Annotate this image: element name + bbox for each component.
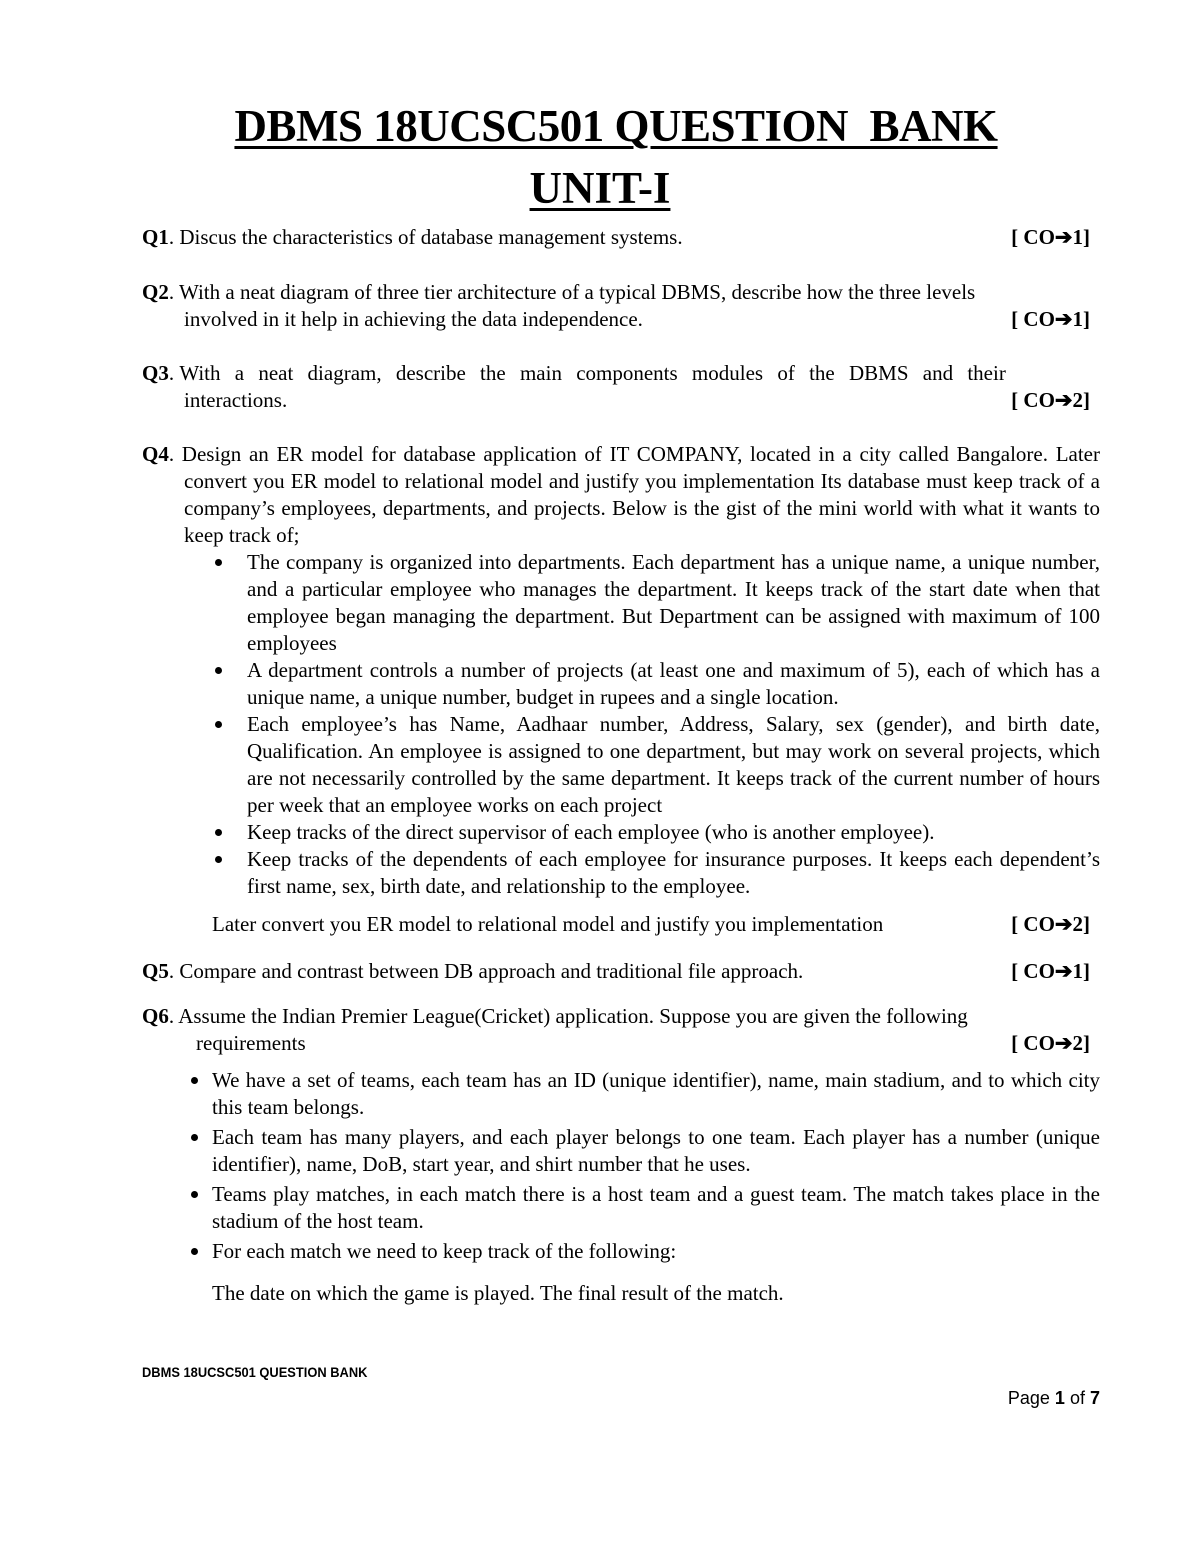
question-text: Discus the characteristics of database management systems. xyxy=(179,225,683,249)
course-outcome-tag: [ CO➔2] xyxy=(1011,1031,1090,1055)
bullet-icon xyxy=(215,667,222,674)
bullet-icon xyxy=(215,856,222,863)
list-item: For each match we need to keep track of the following: xyxy=(142,1238,1100,1265)
list-item: The company is organized into departments. Each department has a unique name, a unique number, and a particular employee who manages the department. It keeps track of the start date when that employee began managing the department. But Department can be assigned with maximum of 100 employees xyxy=(142,549,1100,657)
bullet-icon xyxy=(191,1077,198,1084)
bullet-icon xyxy=(191,1191,198,1198)
list-item: Keep tracks of the dependents of each employee for insurance purposes. It keeps each dependent’s first name, sex, birth date, and relationship to the employee. xyxy=(142,846,1100,900)
page-number: Page 1 of 7 xyxy=(1007,1388,1100,1408)
list-item: Teams play matches, in each match there is a host team and a guest team. The match takes place in the stadium of the host team. xyxy=(142,1181,1100,1235)
question-number: Q3 xyxy=(142,361,169,385)
question-6: Q6. Assume the Indian Premier League(Cricket) application. Suppose you are given the following requirements [ CO➔2] We have a set of teams, each team has an ID (unique identifier), name, main stadium, and to which city this team belongs. Each team has many players, and each player belongs to one team. Each player has a number (unique identifier), name, DoB, start year, and shirt number that he uses. Teams play matches, in each match there is a host team and a guest team. The match takes place in the stadium of the host team. For each match we need to keep track of the following: The date on which the game is played. The final result of the match. xyxy=(142,1004,1100,1305)
question-text-continued: involved in it help in achieving the data independence. xyxy=(184,307,643,331)
bullet-icon xyxy=(215,559,222,566)
question-3: Q3. With a neat diagram, describe the main components modules of the DBMS and their interactions. [ CO➔2] xyxy=(142,361,1090,412)
requirements-list xyxy=(142,1067,1100,1265)
course-outcome-tag: [ CO➔1] xyxy=(1011,959,1090,983)
question-text-continued: requirements xyxy=(196,1031,306,1055)
course-outcome-tag: [ CO➔2] xyxy=(1011,912,1090,936)
course-outcome-tag: [ CO➔2] xyxy=(1011,388,1090,412)
closing-instruction: The date on which the game is played. The final result of the match. xyxy=(212,1281,784,1305)
question-number: Q6 xyxy=(142,1004,169,1028)
document-title: DBMS 18UCSC501 QUESTION BANK xyxy=(234,101,998,151)
question-text: With a neat diagram, describe the main components modules of the DBMS and their xyxy=(179,361,1006,385)
unit-heading: UNIT-I xyxy=(529,163,671,213)
list-item: We have a set of teams, each team has an ID (unique identifier), name, main stadium, and to which city this team belongs. xyxy=(142,1067,1100,1121)
bullet-icon xyxy=(191,1134,198,1141)
question-text: Design an ER model for database application of IT COMPANY, located in a city called Bangalore. Later convert you ER model to relational model and justify you implementation Its database must keep track of a company’s employees, departments, and projects. Below is the gist of the mini world with what it wants to keep track of; xyxy=(181,442,1100,547)
question-text: With a neat diagram of three tier architecture of a typical DBMS, describe how the three levels xyxy=(178,280,976,304)
question-number: Q5 xyxy=(142,959,169,983)
question-2: Q2. With a neat diagram of three tier architecture of a typical DBMS, describe how the three levels involved in it help in achieving the data independence. [ CO➔1] xyxy=(142,280,1090,331)
list-item: Keep tracks of the direct supervisor of each employee (who is another employee). xyxy=(142,819,1100,846)
question-number: Q1 xyxy=(142,225,169,249)
question-1: Q1. Discus the characteristics of database management systems. [ CO➔1] xyxy=(142,225,1090,249)
question-text: Compare and contrast between DB approach and traditional file approach. xyxy=(179,959,804,983)
question-number: Q2 xyxy=(142,280,169,304)
footer-title: DBMS 18UCSC501 QUESTION BANK xyxy=(142,1364,368,1380)
question-text: Assume the Indian Premier League(Cricket) application. Suppose you are given the following xyxy=(178,1004,968,1028)
question-text-continued: interactions. xyxy=(184,388,288,412)
course-outcome-tag: [ CO➔1] xyxy=(1011,225,1090,249)
question-4: Q4. Design an ER model for database application of IT COMPANY, located in a city called Bangalore. Later convert you ER model to relational model and justify you implementation Its database must keep track of a company’s employees, departments, and projects. Below is the gist of the mini world with what it wants to keep track of; The company is organized into departments. Each department has a unique name, a unique number, and a particular employee who manages the department. It keeps track of the start date when that employee began managing the department. But Department can be assigned with maximum of 100 employees A department controls a number of projects (at least one and maximum of 5), each of which has a unique name, a unique number, budget in rupees and a single location. Each employee’s has Name, Aadhaar number, Address, Salary, sex (gender), and birth date, Qualification. An employee is assigned to one department, but may work on several projects, which are not necessarily controlled by the same department. It keeps track of the current number of hours per week that an employee works on each project Keep tracks of the direct supervisor of each employee (who is another employee). Keep tracks of the dependents of each employee for insurance purposes. It keeps each dependent’s first name, sex, birth date, and relationship to the employee. Later convert you ER model to relational model and justify you implementation [ CO➔2] xyxy=(142,442,1100,936)
question-5: Q5. Compare and contrast between DB approach and traditional file approach. [ CO➔1] xyxy=(142,959,1090,983)
bullet-icon xyxy=(215,829,222,836)
closing-instruction: Later convert you ER model to relational model and justify you implementation xyxy=(212,912,884,936)
bullet-icon xyxy=(215,721,222,728)
course-outcome-tag: [ CO➔1] xyxy=(1011,307,1090,331)
requirements-list xyxy=(142,549,1100,900)
list-item: Each employee’s has Name, Aadhaar number, Address, Salary, sex (gender), and birth date, Qualification. An employee is assigned to one department, but may work on several projects, which are not necessarily controlled by the same department. It keeps track of the current number of hours per week that an employee works on each project xyxy=(142,711,1100,819)
bullet-icon xyxy=(191,1248,198,1255)
list-item: A department controls a number of projects (at least one and maximum of 5), each of which has a unique name, a unique number, budget in rupees and a single location. xyxy=(142,657,1100,711)
list-item: Each team has many players, and each player belongs to one team. Each player has a number (unique identifier), name, DoB, start year, and shirt number that he uses. xyxy=(142,1124,1100,1178)
question-number: Q4 xyxy=(142,442,169,466)
